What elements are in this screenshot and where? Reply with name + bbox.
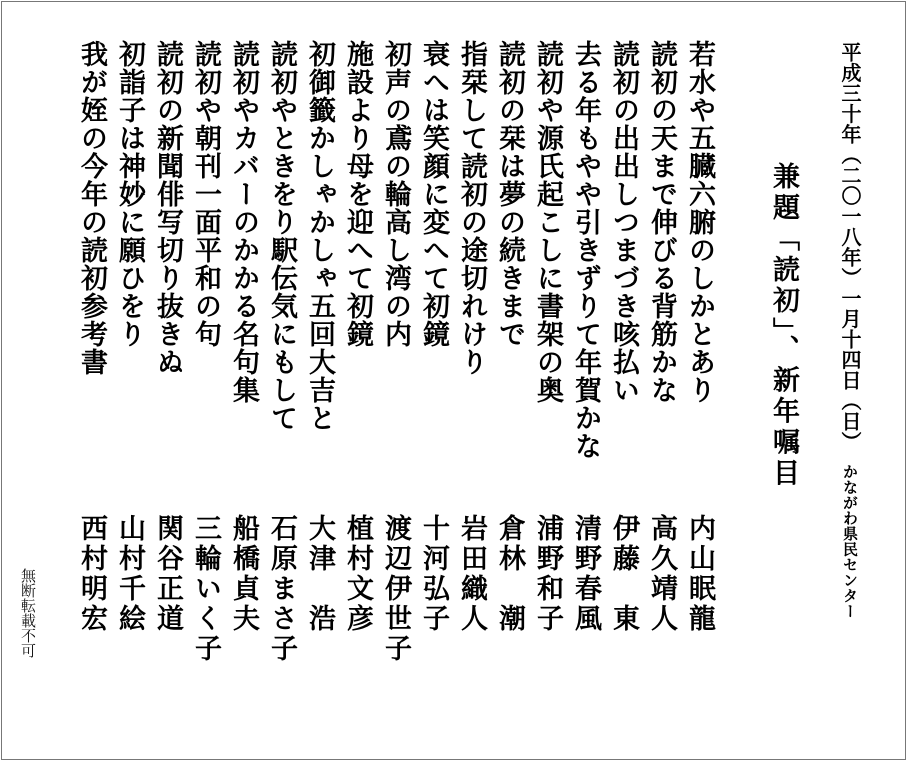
haiku-line: 読初やカバーのかかる名句集	[228, 40, 259, 404]
author-name: 内山眠龍	[684, 514, 715, 634]
author-name: 山村千絵	[114, 514, 145, 634]
author-name: 船橋貞夫	[228, 514, 259, 634]
theme-title: 兼題「読初」、新年嘱目	[768, 162, 799, 490]
haiku-line: 読初や朝刊一面平和の句	[190, 40, 221, 348]
haiku-line: 読初やときをり駅伝気にもして	[266, 40, 297, 432]
haiku-line: 施設より母を迎へて初鏡	[342, 40, 373, 348]
author-name: 石原まさ子	[266, 514, 297, 664]
haiku-line: 読初の新聞俳写切り抜きぬ	[152, 40, 183, 376]
author-name: 渡辺伊世子	[380, 514, 411, 664]
author-name: 関谷正道	[152, 514, 183, 634]
organization-name: かながわ県民センター	[841, 464, 859, 619]
author-name: 岩田織人	[456, 514, 487, 634]
haiku-line: 読初の天まで伸びる背筋かな	[646, 40, 677, 404]
haiku-line: 読初の出出しつまづき咳払い	[608, 40, 639, 404]
haiku-line: 我が姪の今年の読初参考書	[76, 40, 107, 376]
author-name: 伊藤 東	[608, 514, 639, 634]
copyright-notice: 無断転載不可	[19, 568, 37, 658]
date-line: 平成三十年（二〇一八年）一月十四日（日）	[838, 42, 862, 452]
haiku-line: 初詣子は神妙に願ひをり	[114, 40, 145, 348]
haiku-line: 去る年もやや引きずりて年賀かな	[570, 40, 601, 460]
author-name: 三輪いく子	[190, 514, 221, 664]
author-name: 植村文彦	[342, 514, 373, 634]
haiku-line: 衰へは笑顔に変へて初鏡	[418, 40, 449, 348]
author-name: 清野春風	[570, 514, 601, 634]
author-name: 大津 浩	[304, 514, 335, 634]
author-name: 浦野和子	[532, 514, 563, 634]
haiku-line: 初御籤かしゃかしゃ五回大吉と	[304, 40, 335, 432]
author-name: 十河弘子	[418, 514, 449, 634]
haiku-line: 読初や源氏起こしに書架の奥	[532, 40, 563, 404]
header-column	[840, 42, 860, 619]
author-name: 高久靖人	[646, 514, 677, 634]
haiku-line: 若水や五臓六腑のしかとあり	[684, 40, 715, 404]
document-page	[1, 1, 906, 760]
haiku-line: 読初の栞は夢の続きまで	[494, 40, 525, 348]
haiku-line: 指栞して読初の途切れけり	[456, 40, 487, 376]
author-name: 西村明宏	[76, 514, 107, 634]
haiku-line: 初声の鳶の輪高し湾の内	[380, 40, 411, 348]
author-name: 倉林 潮	[494, 514, 525, 634]
